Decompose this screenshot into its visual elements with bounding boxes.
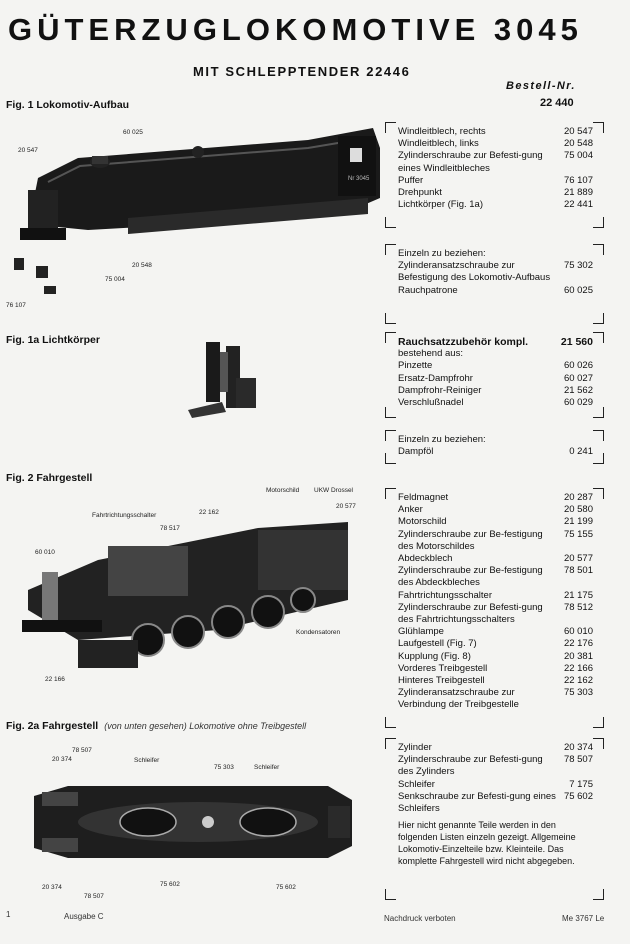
fig1a-label: Fig. 1a Lichtkörper — [6, 334, 100, 346]
parts-row: Zylinderschraube zur Be-festigung des Motorschildes 75 155 — [398, 528, 593, 552]
chassis-underside-illustration — [28, 766, 360, 876]
chassis-illustration — [18, 500, 358, 680]
callout-60025: 60 025 — [123, 129, 143, 136]
fig2-parts-box — [386, 488, 603, 728]
parts-row-header: Rauchsatzzubehör kompl. 21 560 — [398, 336, 593, 348]
parts-row: Puffer 76 107 — [398, 174, 593, 186]
callout-78517: 78 517 — [160, 525, 180, 532]
fig2a-parts-box — [386, 738, 603, 900]
callout-slider-1: Schleifer — [134, 757, 160, 764]
fig1-label: Fig. 1 Lokomotiv-Aufbau — [6, 99, 130, 111]
parts-row: Dampfrohr-Reiniger 21 562 — [398, 384, 593, 396]
parts-row: Verschlußnadel 60 029 — [398, 397, 593, 409]
callout-20374: 20 374 — [52, 756, 72, 763]
parts-row: bestehend aus: — [398, 348, 463, 360]
parts-row: Kupplung (Fig. 8) 20 381 — [398, 650, 593, 662]
parts-row: Einzeln zu beziehen: — [398, 248, 486, 259]
parts-row: Zylinderschraube zur Be-festigung des Abdeckbleches 78 501 — [398, 565, 593, 589]
parts-row: Zylinder 20 374 — [398, 742, 593, 753]
assortment-note: Hier nicht genannte Teile werden in den folgenden Listen einzeln gezeigt. Allgemeine Lokomotiv-Einzelteile bzw. Kleinteile. Das komplette Fahrgestell wird nicht abgegeben. — [398, 820, 576, 867]
parts-row: Feldmagnet 20 287 — [398, 492, 593, 503]
callout-20577: 20 577 — [336, 503, 356, 510]
parts-row: Zylinderschraube zur Befesti-gung des Zylinders 78 507 — [398, 754, 593, 778]
parts-row: Windleitblech, rechts 20 547 — [398, 126, 593, 137]
callout-22166: 22 166 — [45, 676, 65, 683]
callout-78507-b: 78 507 — [84, 893, 104, 900]
locomotive-body-illustration — [8, 118, 388, 300]
fig1-parts-box — [386, 122, 603, 228]
callout-75004: 75 004 — [105, 276, 125, 283]
parts-row: Laufgestell (Fig. 7) 22 176 — [398, 638, 593, 650]
spare-parts-box — [386, 244, 603, 324]
svg-text:Nr 3045: Nr 3045 — [348, 176, 370, 182]
parts-row: Anker 20 580 — [398, 504, 593, 516]
parts-row: Ersatz-Dampfrohr 60 027 — [398, 372, 593, 384]
parts-row: Lichtkörper (Fig. 1a) 22 441 — [398, 199, 593, 211]
callout-direction-switch: Fahrtrichtungsschalter — [92, 512, 157, 519]
parts-row: Vorderes Treibgestell 22 166 — [398, 662, 593, 674]
callout-slider-2: Schleifer — [254, 764, 280, 771]
callout-75602-b: 75 602 — [276, 884, 296, 891]
parts-row: Drehpunkt 21 889 — [398, 187, 593, 199]
callout-20548: 20 548 — [132, 262, 152, 269]
parts-row: Zylinderschraube zur Befesti-gung eines Windleitbleches 75 004 — [398, 150, 593, 174]
page-title: GÜTERZUGLOKOMOTIVE 3045 — [8, 12, 583, 47]
parts-row: Glühlampe 60 010 — [398, 626, 593, 638]
edition: Ausgabe C — [64, 912, 104, 921]
parts-row: Zylinderansatzschraube zur Befestigung des Lokomotiv-Aufbaus 75 302 — [398, 260, 593, 284]
callout-ukw-choke: UKW Drossel — [314, 487, 354, 494]
callout-motor-shield: Motorschild — [266, 487, 300, 494]
parts-row: Zylinderansatzschraube zur Verbindung der Treibgestelle 75 303 — [398, 687, 593, 711]
document-code: Me 3767 Le — [562, 914, 605, 923]
callout-22162: 22 162 — [199, 509, 219, 516]
parts-row: Schleifer 7 175 — [398, 778, 593, 790]
parts-row: Einzeln zu beziehen: — [398, 434, 486, 445]
parts-row: Windleitblech, links 20 548 — [398, 138, 593, 150]
light-body-illustration — [186, 338, 264, 420]
callout-60010: 60 010 — [35, 549, 55, 556]
parts-row: Senkschraube zur Befesti-gung eines Schleifers 75 602 — [398, 790, 593, 815]
callout-75602: 75 602 — [160, 881, 180, 888]
fig1-order-number: 22 440 — [540, 97, 574, 109]
page-number: 1 — [6, 910, 11, 919]
callout-capacitors: Kondensatoren — [296, 629, 341, 636]
order-number-header: Bestell-Nr. — [506, 80, 576, 92]
parts-row: Motorschild 21 199 — [398, 516, 593, 528]
fig2-label: Fig. 2 Fahrgestell — [6, 472, 93, 484]
fig2a-label: Fig. 2a Fahrgestell (von unten gesehen) Lokomotive ohne Treibgestell — [6, 720, 307, 732]
parts-row: Pinzette 60 026 — [398, 360, 593, 372]
parts-row: Dampföl 0 241 — [398, 446, 593, 458]
smoke-kit-box — [386, 332, 603, 418]
copyright-notice: Nachdruck verboten — [384, 914, 456, 923]
steam-oil-box — [386, 430, 603, 464]
parts-row: Zylinderschraube zur Befesti-gung des Fahrtrichtungsschalters 78 512 — [398, 601, 593, 626]
page-subtitle: MIT SCHLEPPTENDER 22446 — [193, 64, 411, 79]
callout-78507: 78 507 — [72, 747, 92, 754]
parts-row: Rauchpatrone 60 025 — [398, 284, 593, 296]
callout-20547: 20 547 — [18, 147, 38, 154]
callout-20374-b: 20 374 — [42, 884, 62, 891]
callout-76107: 76 107 — [6, 302, 26, 309]
parts-row: Abdeckblech 20 577 — [398, 553, 593, 565]
fig2a-subtitle: (von unten gesehen) Lokomotive ohne Treibgestell — [104, 721, 307, 731]
callout-75303: 75 303 — [214, 764, 234, 771]
parts-row: Hinteres Treibgestell 22 162 — [398, 675, 593, 687]
parts-row: Fahrtrichtungsschalter 21 175 — [398, 589, 593, 601]
